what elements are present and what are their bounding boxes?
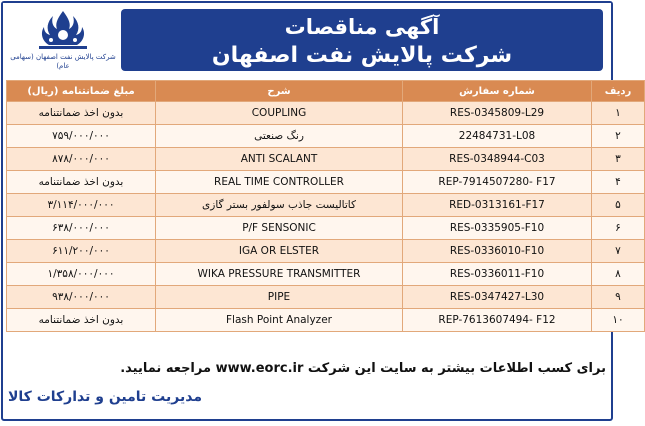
table-row [7, 171, 645, 194]
info-suffix: مراجعه نمایید. [120, 361, 212, 376]
row-number: ۴ [592, 171, 645, 194]
company-name: شرکت پالایش نفت اصفهان [211, 43, 513, 68]
table-row [7, 263, 645, 286]
row-number: ۵ [592, 194, 645, 217]
header-description: شرح [156, 81, 403, 102]
table-row [7, 148, 645, 171]
order-number: 22484731-L08 [403, 125, 592, 148]
item-description: Flash Point Analyzer [156, 309, 403, 332]
table-row [7, 240, 645, 263]
company-logo [9, 7, 117, 73]
header-row-number: ردیف [592, 81, 645, 102]
table-row [7, 217, 645, 240]
notice-header [3, 3, 611, 77]
logo-caption: شرکت پالایش نفت اصفهان (سهامی عام) [10, 53, 116, 70]
guarantee-amount: بدون اخذ ضمانتنامه [7, 171, 156, 194]
row-number: ۷ [592, 240, 645, 263]
item-description: رنگ صنعتی [156, 125, 403, 148]
tender-table [6, 80, 645, 332]
website-link[interactable]: www.eorc.ir [215, 361, 304, 376]
guarantee-amount: ۷۵۹/۰۰۰/۰۰۰ [7, 125, 156, 148]
row-number: ۲ [592, 125, 645, 148]
footer-signature: مدیریت تامین و تدارکات کالا [8, 389, 202, 405]
order-number: RES-0336011-F10 [403, 263, 592, 286]
table-header-row [7, 81, 645, 102]
table-row [7, 102, 645, 125]
row-number: ۱ [592, 102, 645, 125]
row-number: ۳ [592, 148, 645, 171]
item-description: ANTI SCALANT [156, 148, 403, 171]
row-number: ۹ [592, 286, 645, 309]
item-description: REAL TIME CONTROLLER [156, 171, 403, 194]
guarantee-amount: ۹۳۸/۰۰۰/۰۰۰ [7, 286, 156, 309]
guarantee-amount: ۶۱۱/۲۰۰/۰۰۰ [7, 240, 156, 263]
header-order-number: شماره سفارش [403, 81, 592, 102]
header-guarantee-amount: مبلغ ضمانتنامه (ریال) [7, 81, 156, 102]
guarantee-amount: بدون اخذ ضمانتنامه [7, 309, 156, 332]
row-number: ۸ [592, 263, 645, 286]
item-description: IGA OR ELSTER [156, 240, 403, 263]
item-description: PIPE [156, 286, 403, 309]
order-number: RES-0348944-C03 [403, 148, 592, 171]
item-description: کاتالیست جاذب سولفور بستر گازی [156, 194, 403, 217]
guarantee-amount: ۶۳۸/۰۰۰/۰۰۰ [7, 217, 156, 240]
table-row [7, 286, 645, 309]
info-line [120, 361, 606, 376]
title-band [121, 9, 603, 71]
item-description: WIKA PRESSURE TRANSMITTER [156, 263, 403, 286]
guarantee-amount: ۳/۱۱۴/۰۰۰/۰۰۰ [7, 194, 156, 217]
guarantee-amount: ۸۷۸/۰۰۰/۰۰۰ [7, 148, 156, 171]
item-description: COUPLING [156, 102, 403, 125]
row-number: ۱۰ [592, 309, 645, 332]
order-number: REP-7613607494- F12 [403, 309, 592, 332]
order-number: RES-0345809-L29 [403, 102, 592, 125]
guarantee-amount: بدون اخذ ضمانتنامه [7, 102, 156, 125]
info-prefix: برای کسب اطلاعات بیشتر به سایت این شرکت [307, 361, 606, 376]
order-number: REP-7914507280- F17 [403, 171, 592, 194]
table-row [7, 194, 645, 217]
notice-title: آگهی مناقصات [284, 15, 440, 39]
item-description: P/F SENSONIC [156, 217, 403, 240]
row-number: ۶ [592, 217, 645, 240]
order-number: RED-0313161-F17 [403, 194, 592, 217]
table-row [7, 309, 645, 332]
refinery-logo-icon [9, 7, 117, 53]
guarantee-amount: ۱/۳۵۸/۰۰۰/۰۰۰ [7, 263, 156, 286]
table-row [7, 125, 645, 148]
order-number: RES-0336010-F10 [403, 240, 592, 263]
order-number: RES-0347427-L30 [403, 286, 592, 309]
order-number: RES-0335905-F10 [403, 217, 592, 240]
